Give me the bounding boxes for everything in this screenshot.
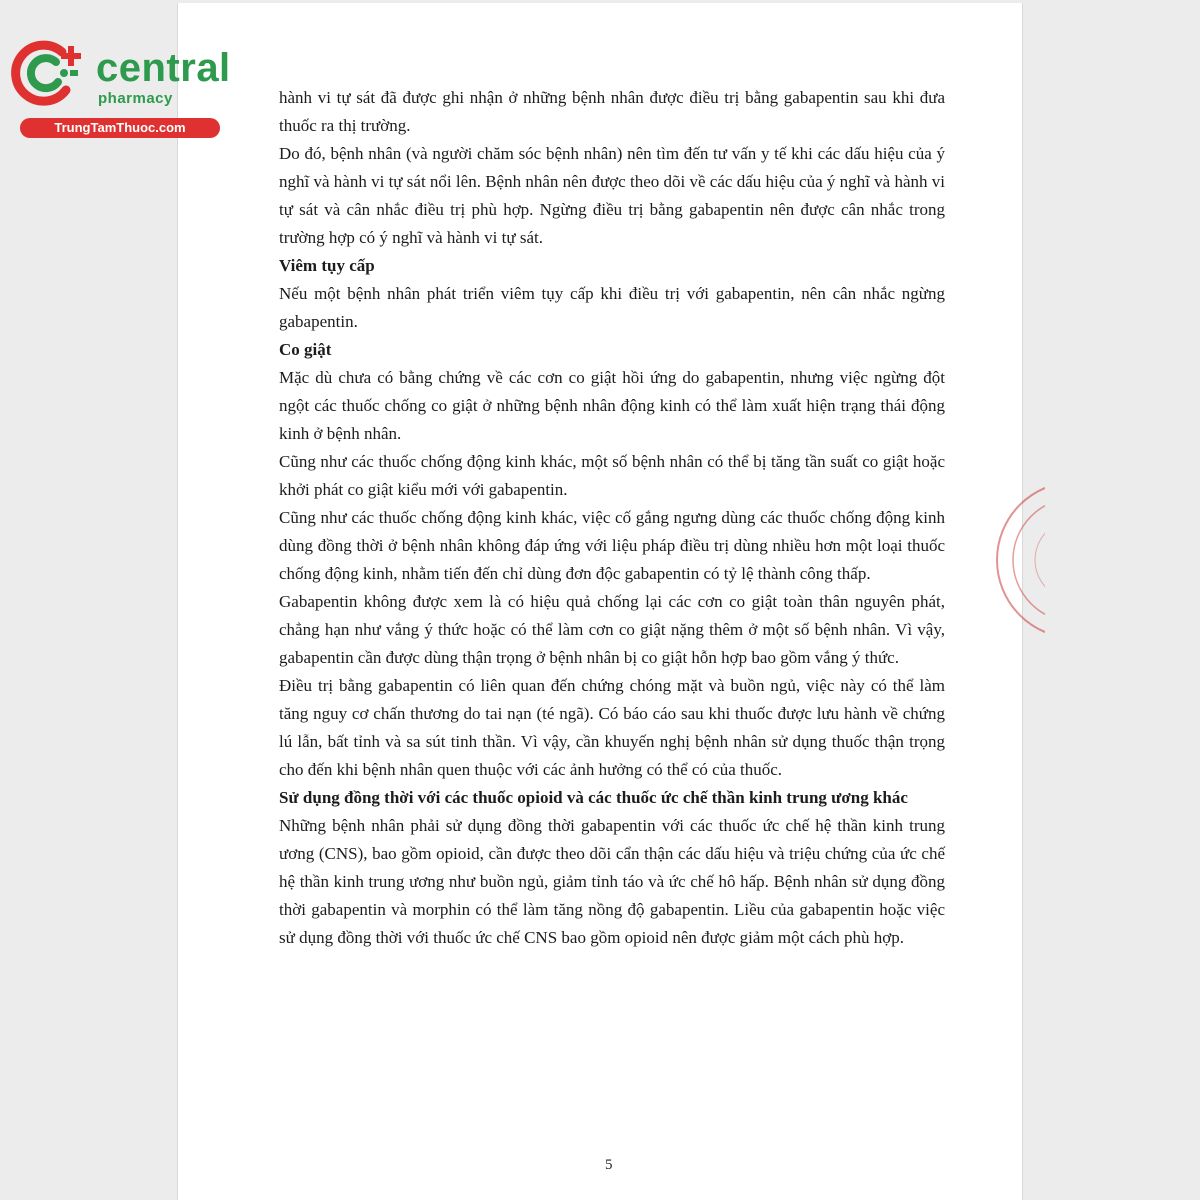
paragraph: Điều trị bằng gabapentin có liên quan đến chứng chóng mặt và buồn ngủ, việc này có thể làm tăng nguy cơ chấn thương do tai nạn (té ngã). Có báo cáo sau khi thuốc được lưu hành về chứng lú lẫn, bất tỉnh và sa sút tinh thần. Vì vậy, cần khuyến nghị bệnh nhân sử dụng thuốc thận trọng cho đến khi bệnh nhân quen thuộc với các ảnh hưởng có thể có của thuốc.: [279, 676, 945, 779]
logo-subtitle: pharmacy: [98, 90, 173, 107]
paragraph: Nếu một bệnh nhân phát triển viêm tụy cấp khi điều trị với gabapentin, nên cân nhắc ngừng gabapentin.: [279, 284, 945, 331]
page-number: 5: [605, 1157, 613, 1173]
paragraph: hành vi tự sát đã được ghi nhận ở những bệnh nhân được điều trị bằng gabapentin sau khi đưa thuốc ra thị trường.: [279, 88, 945, 135]
logo-url: TrungTamThuoc.com: [20, 118, 220, 138]
paragraph: Mặc dù chưa có bằng chứng về các cơn co giật hồi ứng do gabapentin, nhưng việc ngừng đột ngột các thuốc chống co giật ở những bệnh nhân động kinh có thể làm xuất hiện trạng thái động kinh ở bệnh nhân.: [279, 368, 945, 443]
paragraph: Do đó, bệnh nhân (và người chăm sóc bệnh nhân) nên tìm đến tư vấn y tế khi các dấu hiệu của ý nghĩ và hành vi tự sát nổi lên. Bệnh nhân nên được theo dõi về các dấu hiệu của ý nghĩ và hành vi tự sát và cân nhắc điều trị phù hợp. Ngừng điều trị bằng gabapentin nên được cân nhắc trong trường hợp có ý nghĩ và hành vi tự sát.: [279, 144, 945, 247]
red-stamp-icon: [985, 470, 1045, 650]
paragraph: Cũng như các thuốc chống động kinh khác, một số bệnh nhân có thể bị tăng tần suất co giật hoặc khởi phát co giật kiểu mới với gabapentin.: [279, 452, 945, 499]
document-body: [279, 84, 945, 952]
section-heading: Sử dụng đồng thời với các thuốc opioid và các thuốc ức chế thần kinh trung ương khác: [279, 788, 908, 807]
logo-mark-icon: [10, 38, 92, 108]
paragraph: Những bệnh nhân phải sử dụng đồng thời gabapentin với các thuốc ức chế hệ thần kinh trung ương (CNS), bao gồm opioid, cần được theo dõi cẩn thận các dấu hiệu và triệu chứng của ức chế hệ thần kinh trung ương như buồn ngủ, giảm tỉnh táo và ức chế hô hấp. Bệnh nhân sử dụng đồng thời gabapentin và morphin có thể làm tăng nồng độ gabapentin. Liều của gabapentin hoặc việc sử dụng đồng thời với thuốc ức chế CNS bao gồm opioid nên được giảm một cách phù hợp.: [279, 816, 945, 947]
paragraph: Cũng như các thuốc chống động kinh khác, việc cố gắng ngưng dùng các thuốc chống động kinh dùng đồng thời ở bệnh nhân không đáp ứng với liệu pháp điều trị dùng nhiều hơn một loại thuốc chống động kinh, nhằm tiến đến chỉ dùng đơn độc gabapentin có tỷ lệ thành công thấp.: [279, 508, 945, 583]
section-heading: Viêm tụy cấp: [279, 256, 375, 275]
logo-name: central: [96, 46, 231, 90]
paragraph: Gabapentin không được xem là có hiệu quả chống lại các cơn co giật toàn thân nguyên phát, chẳng hạn như vắng ý thức hoặc có thể làm cơn co giật nặng thêm ở một số bệnh nhân. Vì vậy, gabapentin cần được dùng thận trọng ở bệnh nhân bị co giật hỗn hợp bao gồm vắng ý thức.: [279, 592, 945, 667]
section-heading: Co giật: [279, 340, 332, 359]
central-pharmacy-logo: [10, 38, 231, 138]
